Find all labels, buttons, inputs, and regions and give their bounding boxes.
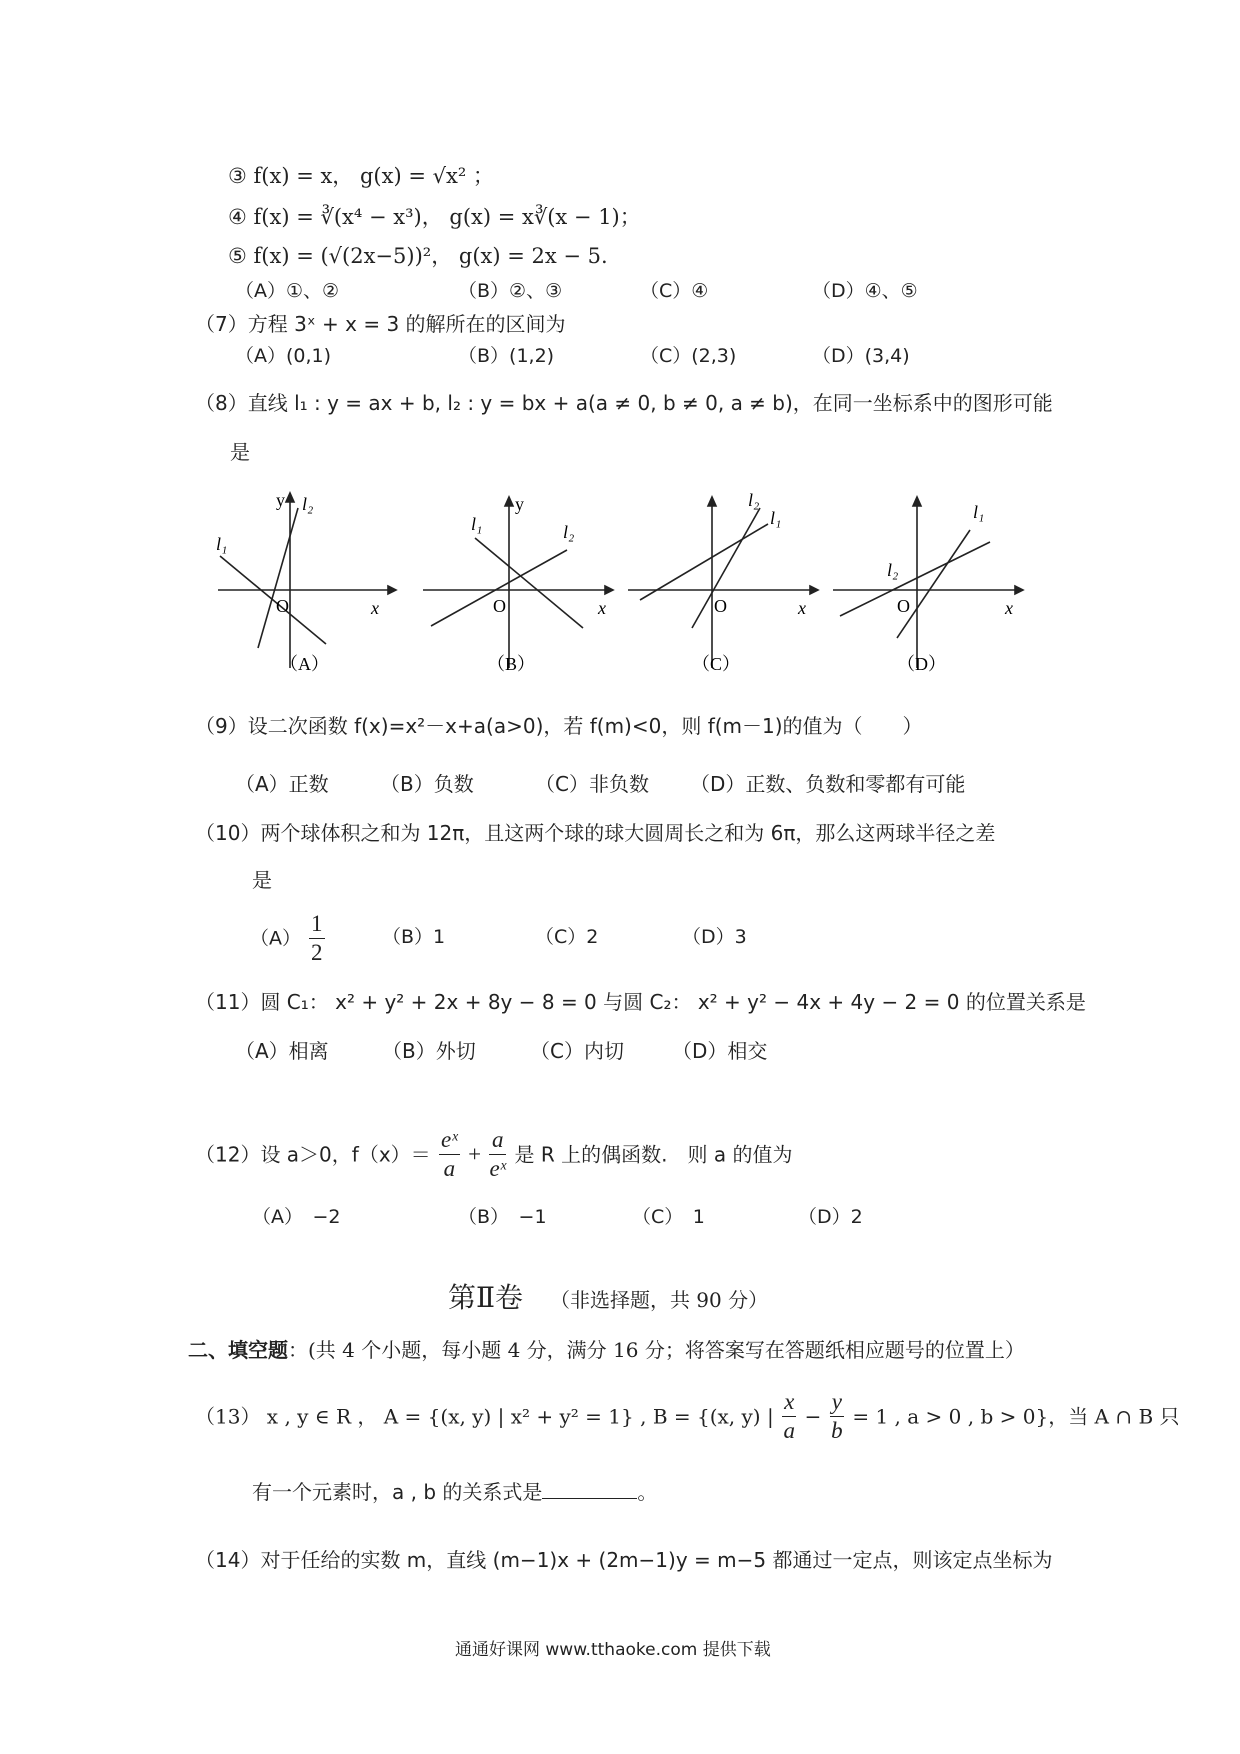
q8-graph-a-l1-label: l₁	[216, 534, 228, 554]
q13-fraction-x-over-a	[782, 1388, 796, 1445]
q10-option-c: （C）2	[535, 926, 599, 948]
q13-line2	[252, 1476, 657, 1506]
q9-option-d: （D）正数、负数和零都有可能	[690, 772, 966, 796]
q12-stem	[195, 1126, 792, 1183]
q10-option-a	[250, 910, 327, 967]
q10-option-a-numerator: 1	[309, 910, 325, 939]
q13-minus: −	[804, 1404, 822, 1429]
q6-item-4-label: ④	[228, 205, 247, 229]
q12-suffix: 是 R 上的偶函数. 则 a 的值为	[514, 1142, 793, 1167]
q10-stem-line1: （10）两个球体积之和为 12π，且这两个球的球大圆周长之和为 6π，那么这两球半径之差	[195, 821, 996, 845]
q7-option-c: （C）(2,3)	[640, 345, 737, 367]
q10-option-b: （B）1	[382, 926, 446, 948]
part2-subtitle: （非选择题，共 90 分）	[549, 1288, 769, 1312]
q8-graph-a-y-label: y	[276, 490, 285, 510]
q12-fraction-1-den: a	[443, 1156, 456, 1181]
q6-item-3	[228, 162, 494, 190]
q8-graph-d-origin: O	[897, 596, 910, 616]
q11-option-d: （D）相交	[672, 1039, 768, 1063]
q8-stem-line1: （8）直线 l₁ : y = ax + b, l₂ : y = bx + a(a ≠ 0, b ≠ 0, a ≠ b)，在同一坐标系中的图形可能	[195, 391, 1053, 415]
q9-option-a: （A）正数	[235, 772, 329, 796]
q8-graph-c	[620, 488, 820, 678]
part2-title	[448, 1276, 768, 1316]
q8-graph-b-x-label: x	[598, 598, 606, 618]
q10-option-d: （D）3	[682, 926, 747, 948]
q8-graph-b	[415, 488, 615, 678]
q6-option-a: （A）①、②	[235, 280, 340, 302]
q12-option-b: （B） −1	[458, 1206, 547, 1228]
q12-option-a: （A） −2	[252, 1206, 341, 1228]
q14-stem: （14）对于任给的实数 m，直线 (m−1)x + (2m−1)y = m−5 都通过一定点，则该定点坐标为	[195, 1548, 1053, 1572]
q8-graph-c-l1-label: l₁	[770, 508, 782, 528]
q10-option-a-label: （A）	[250, 927, 301, 950]
q6-option-d: （D）④、⑤	[812, 280, 918, 302]
q13-fraction-1-num: x	[782, 1388, 796, 1417]
q6-item-4-formula: f(x) = ∛(x⁴ − x³)， g(x) = x∛(x − 1)；	[253, 205, 641, 229]
q8-graph-d-l1-label: l₁	[973, 502, 985, 522]
q13-part1: （13） x , y ∈ R ， A = {(x, y) | x² + y² = 1} , B = {(x, y) |	[195, 1404, 774, 1429]
q6-item-5-label: ⑤	[228, 244, 247, 268]
q8-graph-c-origin: O	[714, 596, 727, 616]
q9-stem: （9）设二次函数 f(x)=x²－x+a(a>0)，若 f(m)<0，则 f(m－1)的值为（ ）	[195, 714, 923, 738]
q9-option-b: （B）负数	[380, 772, 474, 796]
q12-fraction-2-num: a	[489, 1126, 506, 1155]
q6-item-3-formula: f(x) = x， g(x) = √x² ；	[253, 164, 494, 188]
q12-fraction-2	[489, 1126, 506, 1183]
q8-graph-d	[825, 488, 1025, 678]
section2-description: ：(共 4 个小题，每小题 4 分，满分 16 分；将答案写在答题纸相应题号的位置上）	[288, 1338, 1025, 1362]
q11-option-c: （C）内切	[530, 1039, 624, 1063]
q12-option-c: （C） 1	[632, 1206, 705, 1228]
q13-fraction-2-num: y	[830, 1388, 844, 1417]
q11-option-a: （A）相离	[235, 1039, 329, 1063]
q11-option-b: （B）外切	[382, 1039, 476, 1063]
q8-graph-d-caption: （D）	[897, 654, 946, 674]
q8-graph-b-y-label: y	[515, 494, 524, 514]
q12-plus: +	[468, 1141, 482, 1167]
q11-stem: （11）圆 C₁： x² + y² + 2x + 8y − 8 = 0 与圆 C₂： x² + y² − 4x + 4y − 2 = 0 的位置关系是	[195, 990, 1086, 1014]
q7-stem: （7）方程 3ˣ + x = 3 的解所在的区间为	[195, 312, 566, 336]
q6-item-5-formula: f(x) = (√(2x−5))²， g(x) = 2x − 5.	[253, 244, 608, 268]
q10-option-a-fraction	[309, 910, 325, 967]
q12-fraction-2-den: eˣ	[489, 1156, 507, 1181]
q10-option-a-denominator: 2	[311, 940, 323, 965]
q8-graph-b-origin: O	[493, 596, 506, 616]
q13-fraction-2-den: b	[831, 1418, 843, 1443]
q6-item-4	[228, 203, 641, 231]
q13-fraction-y-over-b	[830, 1388, 844, 1445]
q7-option-a: （A）(0,1)	[235, 345, 332, 367]
q7-option-d: （D）(3,4)	[812, 345, 910, 367]
q8-graph-b-l2-label: l₂	[563, 522, 575, 542]
q12-fraction-1	[439, 1126, 460, 1183]
q8-graph-d-l2-label: l₂	[887, 560, 899, 580]
q12-prefix: （12）设 a＞0，f（x）＝	[195, 1142, 431, 1167]
q6-item-3-text: ③	[228, 164, 247, 188]
q8-graph-b-caption: （B）	[487, 654, 536, 674]
q8-graph-a-l2-label: l₂	[302, 494, 314, 514]
q13-line1	[195, 1388, 1180, 1445]
q8-graph-a	[208, 488, 398, 678]
q13-answer-blank[interactable]	[542, 1476, 637, 1499]
q8-graph-a-caption: （A）	[280, 654, 329, 674]
section2-heading-label: 二、填空题	[188, 1338, 288, 1362]
q6-item-5	[228, 242, 608, 270]
q8-graph-a-origin: O	[276, 596, 289, 616]
q7-option-b: （B）(1,2)	[458, 345, 555, 367]
q8-graph-d-x-label: x	[1005, 598, 1013, 618]
q12-option-d: （D）2	[798, 1206, 863, 1228]
part2-title-main: 第Ⅱ卷	[448, 1281, 524, 1314]
section2-heading	[188, 1336, 1025, 1364]
q13-part2: = 1 , a > 0 , b > 0}，当 A ∩ B 只	[852, 1404, 1180, 1429]
q8-graph-a-x-label: x	[371, 598, 379, 618]
q8-graph-c-caption: （C）	[692, 654, 741, 674]
q8-graph-c-l2-label: l₂	[748, 490, 760, 510]
page-footer: 通通好课网 www.tthaoke.com 提供下载	[455, 1640, 771, 1660]
q13-line2-end: 。	[637, 1480, 658, 1504]
q13-line2-text: 有一个元素时，a , b 的关系式是	[252, 1480, 543, 1504]
q8-graph-b-l1-label: l₁	[471, 514, 483, 534]
q13-fraction-1-den: a	[783, 1418, 795, 1443]
q8-graph-c-x-label: x	[798, 598, 806, 618]
q10-stem-line2: 是	[252, 868, 272, 892]
q12-fraction-1-num: eˣ	[439, 1126, 460, 1155]
q9-option-c: （C）非负数	[535, 772, 649, 796]
q8-stem-line2: 是	[230, 440, 250, 464]
q6-option-c: （C）④	[640, 280, 709, 302]
q6-option-b: （B）②、③	[458, 280, 563, 302]
